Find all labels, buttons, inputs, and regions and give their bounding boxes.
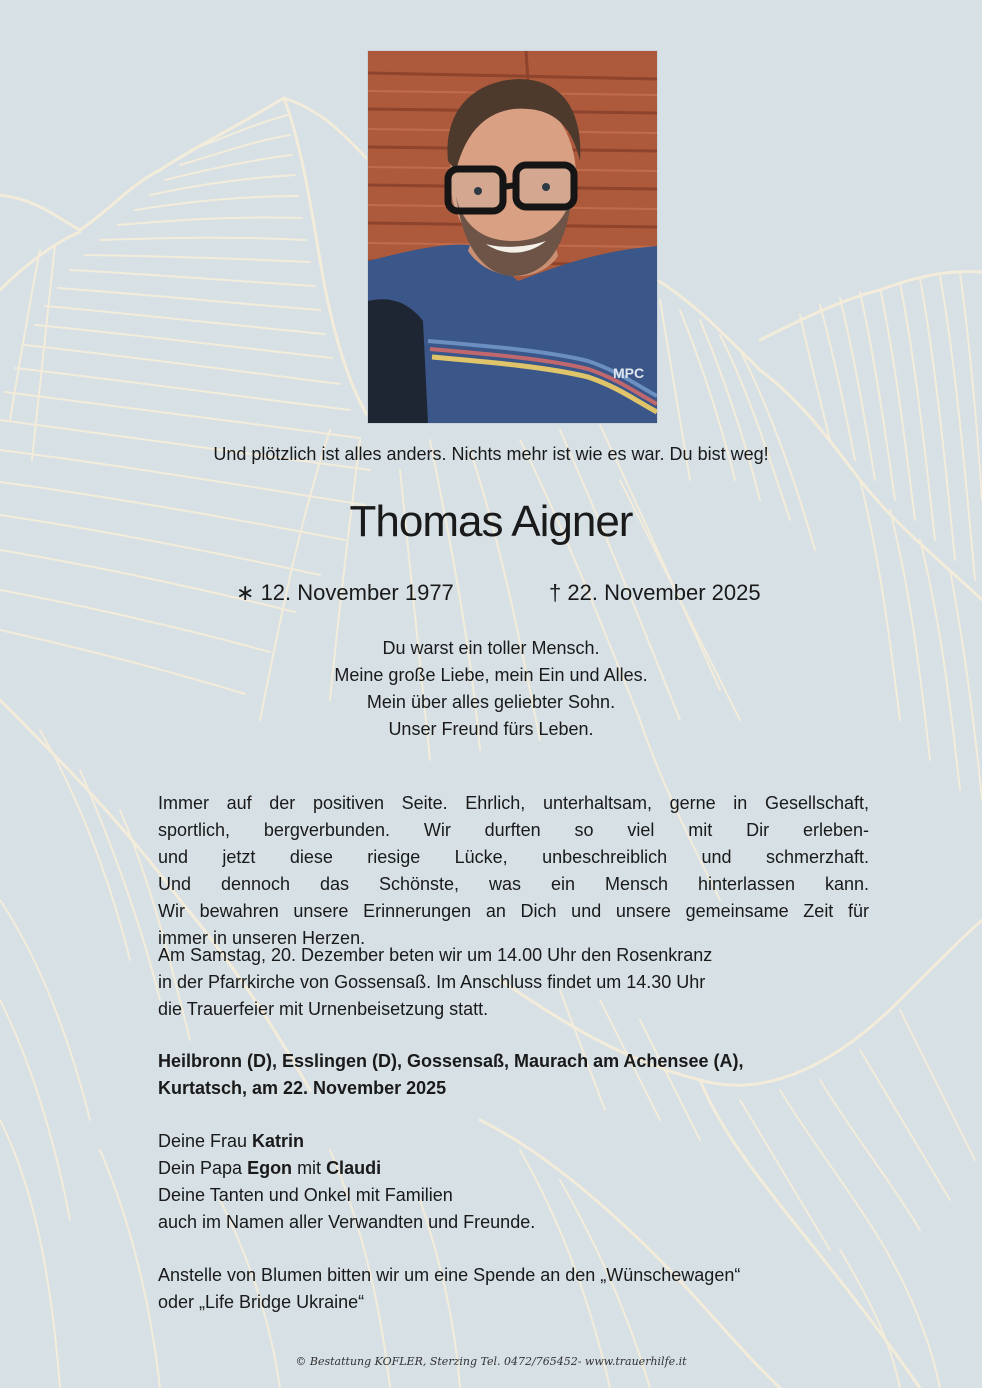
tribute-line: Wir bewahren unsere Erinnerungen an Dich und unsere gemeinsame Zeit für [158,901,869,921]
death-date [549,580,761,606]
donation-line: oder „Life Bridge Ukraine“ [158,1292,365,1312]
mourner-name: Katrin [252,1131,305,1151]
donation-request [158,1262,869,1316]
cross-symbol: † [549,580,562,605]
places-line: Kurtatsch, am 22. November 2025 [158,1078,447,1098]
memorial-verse [0,635,982,743]
verse-line: Unser Freund fürs Leben. [388,719,594,739]
donation-line: Anstelle von Blumen bitten wir um eine Spende an den „Wünschewagen“ [158,1265,741,1285]
tribute-line: immer in unseren Herzen. [158,928,366,948]
deceased-name: Thomas Aigner [349,497,633,546]
shirt-print: MPC [613,365,645,381]
birth-date-text: 12. November 1977 [260,580,454,605]
mourner-label: Deine Frau [158,1131,253,1151]
mourner-name: Claudi [326,1158,382,1178]
mourner-label: Dein Papa [158,1158,248,1178]
tribute-line: Und dennoch das Schönste, was ein Mensch hinterlassen kann. [158,874,869,894]
mourner-note: auch im Namen aller Verwandten und Freunde. [158,1212,536,1232]
mourner-wife [158,1128,869,1155]
portrait-photo [368,51,657,423]
portrait-illustration [368,51,657,423]
service-line: Am Samstag, 20. Dezember beten wir um 14.00 Uhr den Rosenkranz [158,945,713,965]
funeral-home-footer: © Bestattung KOFLER, Sterzing Tel. 0472/765452- www.trauerhilfe.it [295,1355,687,1368]
service-line: die Trauerfeier mit Urnenbeisetzung statt. [158,999,489,1019]
mourner-dad [158,1155,869,1182]
mourners-list [158,1128,869,1236]
service-line: in der Pfarrkirche von Gossensaß. Im Anschluss findet um 14.30 Uhr [158,972,706,992]
birth-symbol: ∗ [236,580,255,605]
mourner-relatives: Deine Tanten und Onkel mit Familien [158,1185,453,1205]
places-and-date [158,1048,869,1102]
mourner-label: mit [292,1158,327,1178]
mourner-name: Egon [247,1158,293,1178]
tribute-line: sportlich, bergverbunden. Wir durften so viel mit Dir erleben- [158,820,869,840]
tribute-line: und jetzt diese riesige Lücke, unbeschreiblich und schmerzhaft. [158,847,869,867]
service-announcement [158,942,869,1023]
places-line: Heilbronn (D), Esslingen (D), Gossensaß, Maurach am Achensee (A), [158,1051,744,1071]
death-date-text: 22. November 2025 [567,580,761,605]
verse-line: Du warst ein toller Mensch. [382,638,600,658]
verse-line: Meine große Liebe, mein Ein und Alles. [334,665,648,685]
opening-motto: Und plötzlich ist alles anders. Nichts mehr ist wie es war. Du bist weg! [213,444,769,464]
verse-line: Mein über alles geliebter Sohn. [366,692,616,712]
tribute-paragraph [158,790,869,952]
tribute-line: Immer auf der positiven Seite. Ehrlich, unterhaltsam, gerne in Gesellschaft, [158,793,869,813]
birth-date [236,580,454,606]
